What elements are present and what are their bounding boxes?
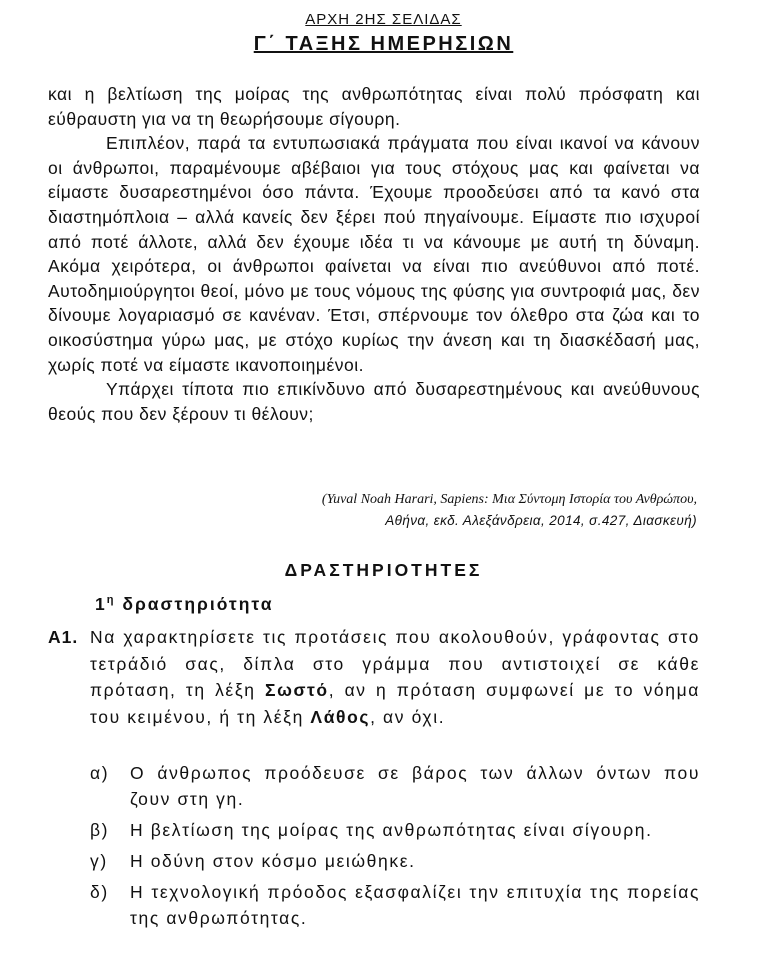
statement-letter: β) (90, 820, 110, 840)
statement-letter: δ) (90, 882, 109, 902)
statement-text: Η βελτίωση της μοίρας της ανθρωπότητας είναι σίγουρη. (130, 820, 653, 840)
passage-paragraph-1: και η βελτίωση της μοίρας της ανθρωπότητας είναι πολύ πρόσφατη και εύθραυστη για να τη θεωρήσουμε σίγουρη. (48, 84, 700, 129)
page-indicator: ΑΡΧΗ 2ΗΣ ΣΕΛΙΔΑΣ (305, 11, 462, 28)
statement-text: Ο άνθρωπος προόδευσε σε βάρος των άλλων όντων που ζουν στη γη. (130, 763, 700, 809)
correct-keyword: Σωστό (264, 680, 329, 700)
statement-text: Η τεχνολογική πρόοδος εξασφαλίζει την επιτυχία της πορείας της ανθρωπότητας. (130, 882, 700, 928)
passage-paragraph-2: Επιπλέον, παρά τα εντυπωσιακά πράγματα που είναι ικανοί να κάνουν οι άνθρωποι, παραμένουμε αβέβαιοι για τους στόχους μας και φαίνεται να είμαστε δυσαρεστημένοι όσο πάντα. Έχουμε προοδεύσει από τα κανό στα διαστημόπλοια – αλλά κανείς δεν ξέρει πού πηγαίνουμε. Είμαστε πιο ισχυροί από ποτέ άλλοτε, αλλά δεν έχουμε ιδέα τι να κάνουμε με αυτή τη δύναμη. Ακόμα χειρότερα, οι άνθρωποι φαίνεται να είναι πιο ανεύθυνοι από ποτέ. Αυτοδημιούργητοι θεοί, μόνο με τους νόμους της φύσης για συντροφιά μας, δεν δίνουμε λογαριασμό σε κανέναν. Έτσι, σπέρνουμε τον όλεθρο στα ζώα και το οικοσύστημα γύρω μας, με στόχο κυρίως την άνεση και τη διασκέδασή μας, χωρίς ποτέ να είμαστε ικανοποιημένοι. (48, 133, 700, 375)
question-text (90, 624, 700, 730)
source-passage (48, 82, 700, 426)
question-label: Α1. (48, 627, 79, 647)
activity-number: 1 (95, 594, 107, 614)
activity-heading (95, 594, 273, 615)
page-header (0, 10, 767, 57)
passage-paragraph-3: Υπάρχει τίποτα πιο επικίνδυνο από δυσαρεστημένους και ανεύθυνους θεούς που δεν ξέρουν τι θέλουν; (48, 379, 700, 424)
activity-word: δραστηριότητα (122, 594, 274, 614)
statement-item (90, 879, 700, 931)
statement-list (90, 760, 700, 936)
citation-line-2: Αθήνα, εκδ. Αλεξάνδρεια, 2014, σ.427, Διασκευή) (385, 513, 697, 528)
statement-text: Η οδύνη στον κόσμο μειώθηκε. (130, 851, 416, 871)
citation-line-1: (Yuval Noah Harari, Sapiens: Μια Σύντομη Ιστορία του Ανθρώπου, (321, 492, 697, 507)
question-a1 (48, 624, 700, 730)
statement-item (90, 760, 700, 812)
statement-item (90, 848, 700, 874)
exam-title: Γ΄ ΤΑΞΗΣ ΗΜΕΡΗΣΙΩΝ (253, 33, 514, 55)
statement-letter: γ) (90, 851, 108, 871)
question-text-part-3: , αν όχι. (370, 706, 446, 727)
question-text-part-2: , αν η πρόταση συμφωνεί με το νόημα του κειμένου, ή τη λέξη (90, 680, 700, 727)
question-text-part-1: Να χαρακτηρίσετε τις προτάσεις που ακολουθούν, γράφοντας στο τετράδιό σας, δίπλα στο γράμμα που αντιστοιχεί σε κάθε πρόταση, τη λέξη (90, 627, 700, 700)
statement-item (90, 817, 700, 843)
activity-ordinal-suffix: η (106, 594, 116, 606)
statement-letter: α) (90, 763, 110, 783)
activities-heading: ΔΡΑΣΤΗΡΙΟΤΗΤΕΣ (284, 560, 483, 580)
source-citation (322, 489, 697, 531)
wrong-keyword: Λάθος (310, 706, 371, 727)
